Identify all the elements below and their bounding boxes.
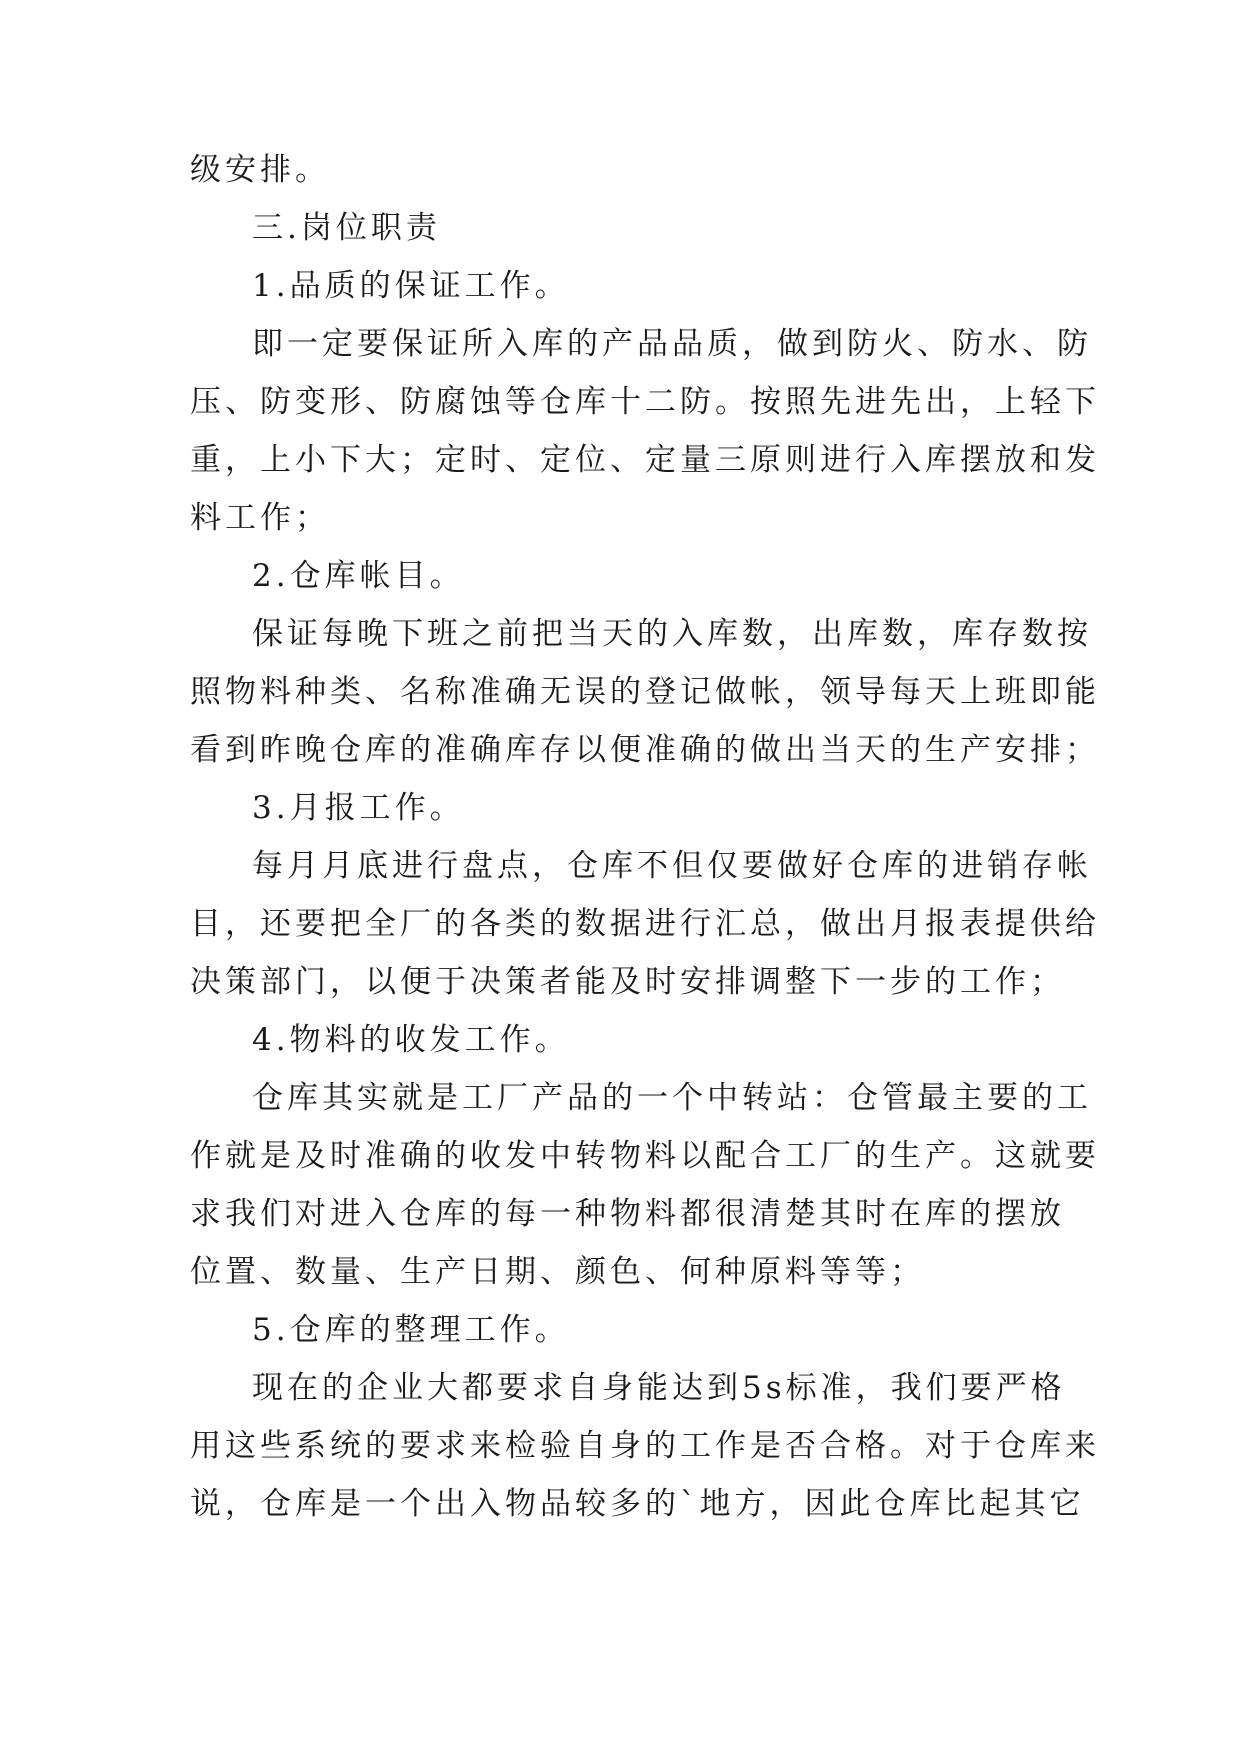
text-line: 目，还要把全厂的各类的数据进行汇总，做出月报表提供给 <box>190 906 1100 942</box>
item-heading: 4.物料的收发工作。 <box>252 1022 570 1058</box>
text-line: 现在的企业大都要求自身能达到5s标准，我们要严格 <box>252 1370 1066 1406</box>
text-line: 用这些系统的要求来检验自身的工作是否合格。对于仓库来 <box>190 1428 1100 1464</box>
text-line: 说，仓库是一个出入物品较多的`地方，因此仓库比起其它 <box>190 1486 1085 1522</box>
text-line: 压、防变形、防腐蚀等仓库十二防。按照先进先出，上轻下 <box>190 384 1100 420</box>
text-line: 重，上小下大；定时、定位、定量三原则进行入库摆放和发 <box>190 442 1100 478</box>
text-line: 照物料种类、名称准确无误的登记做帐，领导每天上班即能 <box>190 674 1100 710</box>
text-line: 保证每晚下班之前把当天的入库数，出库数，库存数按 <box>252 616 1092 652</box>
text-line: 决策部门，以便于决策者能及时安排调整下一步的工作； <box>190 964 1065 1000</box>
text-line: 料工作； <box>190 500 330 536</box>
item-heading: 1.品质的保证工作。 <box>252 268 570 304</box>
section-heading: 三.岗位职责 <box>252 210 441 246</box>
text-line: 即一定要保证所入库的产品品质，做到防火、防水、防 <box>252 326 1092 362</box>
text-line: 看到昨晚仓库的准确库存以便准确的做出当天的生产安排； <box>190 732 1100 768</box>
item-heading: 3.月报工作。 <box>252 790 465 826</box>
text-line: 作就是及时准确的收发中转物料以配合工厂的生产。这就要 <box>190 1138 1100 1174</box>
item-heading: 2.仓库帐目。 <box>252 558 465 594</box>
text-line: 求我们对进入仓库的每一种物料都很清楚其时在库的摆放 <box>190 1196 1065 1232</box>
text-line: 每月月底进行盘点，仓库不但仅要做好仓库的进销存帐 <box>252 848 1092 884</box>
text-line: 仓库其实就是工厂产品的一个中转站：仓管最主要的工 <box>252 1080 1092 1116</box>
text-line: 级安排。 <box>190 152 330 188</box>
text-line: 位置、数量、生产日期、颜色、何种原料等等； <box>190 1254 925 1290</box>
item-heading: 5.仓库的整理工作。 <box>252 1312 570 1348</box>
